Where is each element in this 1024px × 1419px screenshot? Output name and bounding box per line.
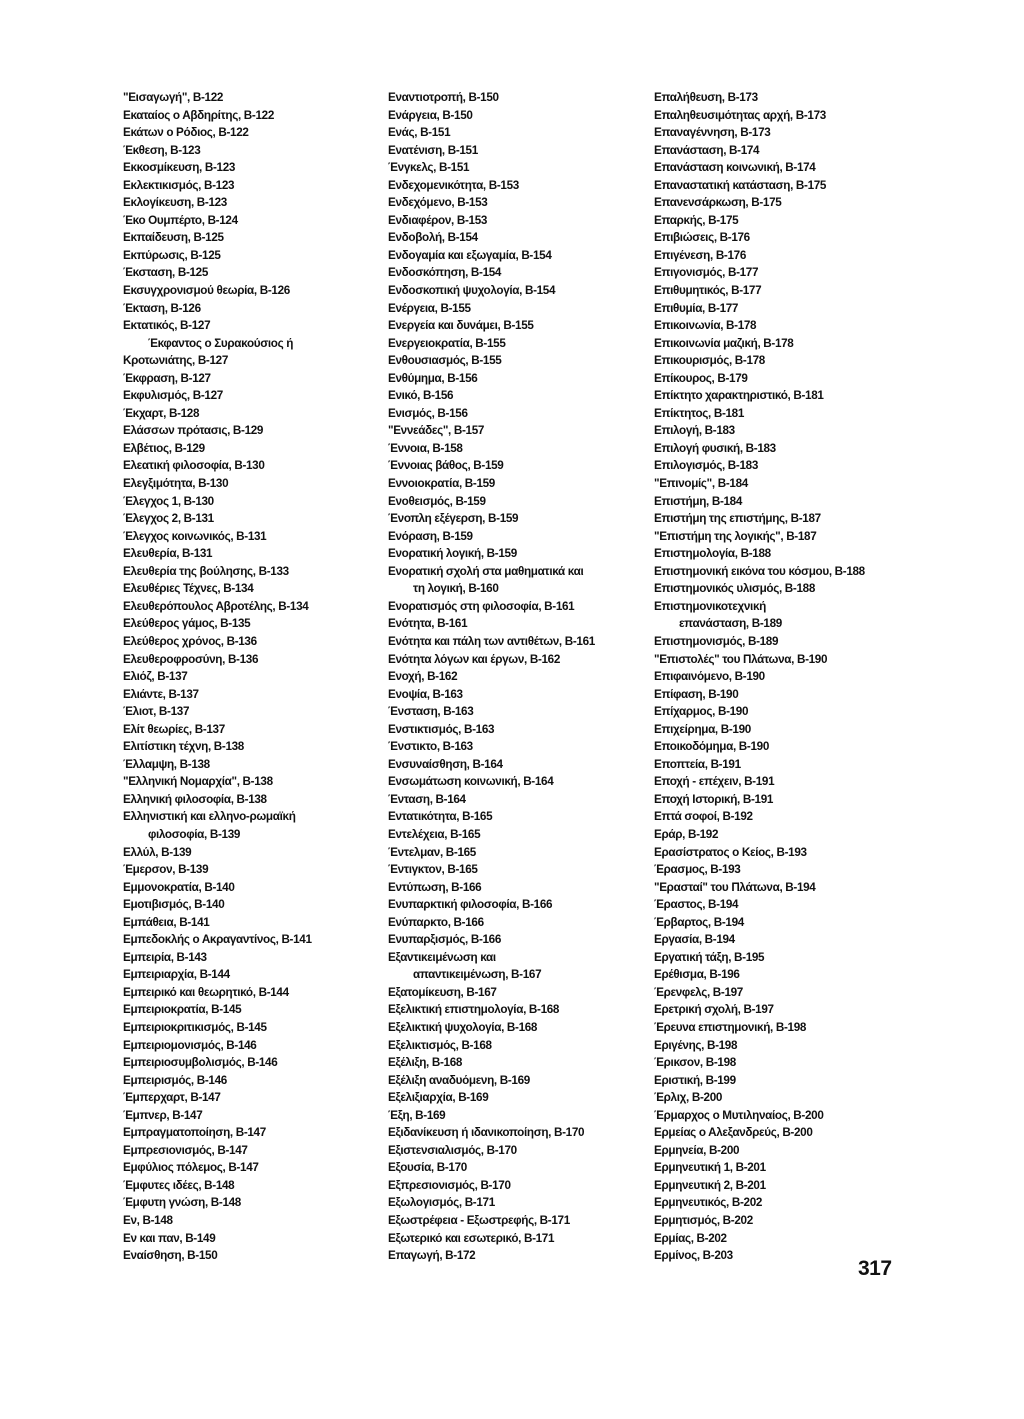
index-entry: Ελιόζ, Β-137 (123, 669, 188, 684)
index-entry: Ερμηνευτικός, Β-202 (654, 1195, 763, 1210)
index-entry: Εξελικτική ψυχολογία, Β-168 (388, 1019, 538, 1034)
index-entry: Εμπάθεια, Β-141 (123, 914, 210, 929)
index-entry: φιλοσοφία, Β-139 (147, 826, 241, 841)
index-entry: "Ελληνική Νομαρχία", Β-138 (123, 774, 273, 789)
index-entry: Επιλογή φυσική, Β-183 (654, 440, 776, 455)
index-entry: Εκλογίκευση, Β-123 (123, 195, 227, 210)
index-entry: Έρλιχ, Β-200 (654, 1090, 723, 1105)
index-entry: Ενεργειοκρατία, Β-155 (388, 335, 506, 350)
index-entry: Επιστήμη της επιστήμης, Β-187 (654, 511, 821, 526)
index-entry: Εράρ, Β-192 (654, 826, 719, 841)
index-column-2 (388, 89, 640, 1265)
index-entry: Ενάς, Β-151 (388, 125, 451, 140)
index-entry: Ενότητα λόγων και έργων, Β-162 (388, 651, 561, 666)
index-entry: Επιβιώσεις, Β-176 (654, 230, 750, 245)
index-entry: Επικουρισμός, Β-178 (654, 353, 765, 368)
index-entry: Ενικό, Β-156 (388, 388, 454, 403)
index-entry: Έραστος, Β-194 (654, 897, 739, 912)
index-entry: Ενότητα και πάλη των αντιθέτων, Β-161 (388, 633, 595, 648)
index-column-1 (123, 89, 375, 1265)
index-entry: Ελεύθερος χρόνος, Β-136 (123, 633, 257, 648)
index-entry: Ενδοβολή, Β-154 (388, 230, 478, 245)
index-entry: Έρενφελς, Β-197 (654, 984, 743, 999)
index-entry: Εκκοσμίκευση, Β-123 (123, 160, 236, 175)
index-entry: Έκθεση, Β-123 (123, 142, 201, 157)
index-entry: Εμπρεσιονισμός, Β-147 (123, 1142, 248, 1157)
index-entry: Ερετρική σχολή, Β-197 (654, 1002, 774, 1017)
index-entry: Εμοτιβισμός, Β-140 (123, 897, 225, 912)
index-entry: Εκλεκτικισμός, Β-123 (123, 177, 235, 192)
index-entry: Επιστημονική εικόνα του κόσμου, Β-188 (654, 563, 865, 578)
index-entry: Εξέλιξη αναδυόμενη, Β-169 (388, 1072, 530, 1087)
index-entry: Επίφαση, Β-190 (654, 686, 739, 701)
index-entry: Ενθύμημα, Β-156 (388, 370, 478, 385)
index-entry: Ερμηνευτική 1, Β-201 (654, 1160, 766, 1175)
index-entry: Ένταση, Β-164 (388, 791, 466, 806)
index-entry: Επαλήθευση, Β-173 (654, 90, 758, 104)
index-entry: Ενδοσκόπηση, Β-154 (388, 265, 502, 280)
index-entry: Έλεγχος κοινωνικός, Β-131 (123, 528, 267, 543)
index-entry: Εργατική τάξη, Β-195 (654, 949, 765, 964)
index-entry: Εμπειρισμός, Β-146 (123, 1072, 227, 1087)
index-entry: επανάσταση, Β-189 (678, 616, 782, 631)
index-entry: Έρβαρτος, Β-194 (654, 914, 744, 929)
index-entry: Έντελμαν, Β-165 (388, 844, 476, 859)
index-entry: Ενυπαρξισμός, Β-166 (388, 932, 502, 947)
index-entry: "Εισαγωγή", Β-122 (123, 90, 224, 104)
index-entry: "Επινομίς", Β-184 (654, 476, 748, 491)
index-entry: Ενδεχόμενο, Β-153 (388, 195, 488, 210)
index-entry: Ένστικτο, Β-163 (388, 739, 473, 754)
index-entry: Επίκτητο χαρακτηριστικό, Β-181 (654, 388, 824, 403)
index-entry: Εν και παν, Β-149 (123, 1230, 216, 1245)
index-entry: Ερμίνος, Β-203 (654, 1248, 733, 1263)
index-entry: Εριστική, Β-199 (654, 1072, 736, 1087)
index-entry: Εμπειριαρχία, Β-144 (123, 967, 230, 982)
index-entry: Έκο Ουμπέρτο, Β-124 (123, 212, 238, 227)
index-entry: Επαγωγή, Β-172 (388, 1248, 476, 1263)
index-entry: "Ερασταί" του Πλάτωνα, Β-194 (654, 879, 816, 894)
index-entry: Ενδοσκοπική ψυχολογία, Β-154 (388, 283, 556, 298)
index-entry: Εναντιοτροπή, Β-150 (388, 90, 499, 104)
index-entry: Επιγονισμός, Β-177 (654, 265, 759, 280)
index-entry: Έκφραση, Β-127 (123, 370, 211, 385)
index-entry: Ελληνιστική και ελληνο-ρωμαϊκή (123, 809, 296, 824)
index-entry: Ενεργεία και δυνάμει, Β-155 (388, 318, 534, 333)
index-entry: Εμμονοκρατία, Β-140 (123, 879, 235, 894)
index-entry: Ερμηνεία, Β-200 (654, 1142, 740, 1157)
index-entry: Ενορατική λογική, Β-159 (388, 546, 517, 561)
index-entry: Ελευθερόπουλος Αβροτέλης, Β-134 (123, 598, 309, 613)
index-entry: Έμπνερ, Β-147 (123, 1107, 203, 1122)
index-entry: Επανάσταση, Β-174 (654, 142, 760, 157)
index-entry: Ελεγξιμότητα, Β-130 (123, 476, 229, 491)
index-entry: Ερμίας, Β-202 (654, 1230, 727, 1245)
index-entry: Ελάσσων πρότασις, Β-129 (123, 423, 264, 438)
index-entry: Εξωτερικό και εσωτερικό, Β-171 (388, 1230, 555, 1245)
index-entry: Έννοια, Β-158 (388, 440, 463, 455)
index-entry: Εμπραγματοποίηση, Β-147 (123, 1125, 266, 1140)
index-entry: Επαληθευσιμότητας αρχή, Β-173 (654, 107, 826, 122)
index-entry: Έλιοτ, Β-137 (123, 704, 190, 719)
index-entry: Ενυπαρκτική φιλοσοφία, Β-166 (388, 897, 553, 912)
index-entry: Ενδιαφέρον, Β-153 (388, 212, 488, 227)
index-entry: Ένοπλη εξέγερση, Β-159 (388, 511, 519, 526)
index-entry: Ενισμός, Β-156 (388, 405, 468, 420)
index-entry: Ενθουσιασμός, Β-155 (388, 353, 502, 368)
index-entry: Εντατικότητα, Β-165 (388, 809, 493, 824)
index-entry: "Επιστολές" του Πλάτωνα, Β-190 (654, 651, 828, 666)
index-entry: Ενδογαμία και εξωγαμία, Β-154 (388, 247, 552, 262)
index-entry: Έμπερχαρτ, Β-147 (123, 1090, 221, 1105)
index-entry: Εποικοδόμημα, Β-190 (654, 739, 770, 754)
index-entry: Επιστημονικός υλισμός, Β-188 (654, 581, 815, 596)
index-entry: Επιλογισμός, Β-183 (654, 458, 758, 473)
index-entry: Ενοψία, Β-163 (388, 686, 463, 701)
index-entry: Επίκτητος, Β-181 (654, 405, 745, 420)
index-entry: "Εννεάδες", Β-157 (388, 423, 485, 438)
index-entry: "Επιστήμη της λογικής", Β-187 (654, 528, 817, 543)
index-entry: Ελίτ θεωρίες, Β-137 (123, 721, 225, 736)
index-entry: Ενοθεισμός, Β-159 (388, 493, 486, 508)
index-entry: Εκφυλισμός, Β-127 (123, 388, 223, 403)
index-entry: Εκπαίδευση, Β-125 (123, 230, 224, 245)
index-entry: Επτά σοφοί, Β-192 (654, 809, 753, 824)
index-entry: Ένγκελς, Β-151 (388, 160, 470, 175)
index-entry: τη λογική, Β-160 (412, 581, 499, 596)
index-entry: Ενότητα, Β-161 (388, 616, 468, 631)
page-number: 317 (858, 1257, 892, 1280)
index-entry: Εμφύλιος πόλεμος, Β-147 (123, 1160, 259, 1175)
index-entry: Εξατομίκευση, Β-167 (388, 984, 497, 999)
index-entry: Εμπεδοκλής ο Ακραγαντίνος, Β-141 (123, 932, 312, 947)
index-entry: Εξελιξιαρχία, Β-169 (388, 1090, 489, 1105)
index-entry: Επιστημολογία, Β-188 (654, 546, 771, 561)
index-entry: Ενάργεια, Β-150 (388, 107, 473, 122)
index-entry: Ενδεχομενικότητα, Β-153 (388, 177, 519, 192)
index-entry: Ερμείας ο Αλεξανδρεύς, Β-200 (654, 1125, 813, 1140)
index-entry: Ερμητισμός, Β-202 (654, 1213, 753, 1227)
index-entry: Έρευνα επιστημονική, Β-198 (654, 1019, 807, 1034)
index-entry: Ελευθέριες Τέχνες, Β-134 (123, 581, 254, 596)
index-entry: Εναίσθηση, Β-150 (123, 1248, 218, 1263)
index-entry: Εξελικτική επιστημολογία, Β-168 (388, 1002, 560, 1017)
index-entry: Επιθυμητικός, Β-177 (654, 283, 762, 298)
index-entry: Επιστήμη, Β-184 (654, 493, 743, 508)
index-entry: Ενορατική σχολή στα μαθηματικά και (388, 563, 584, 578)
index-entry: Ελβέτιος, Β-129 (123, 440, 205, 455)
index-entry: Επιλογή, Β-183 (654, 423, 735, 438)
index-entry: Εμπειρικό και θεωρητικό, Β-144 (123, 984, 289, 999)
index-entry: Επίκουρος, Β-179 (654, 370, 748, 385)
index-entry: Εποχή - επέχειν, Β-191 (654, 774, 775, 789)
index-entry: Έμφυτη γνώση, Β-148 (123, 1195, 241, 1210)
index-entry: Εξιστενσιαλισμός, Β-170 (388, 1142, 517, 1157)
index-entry: Ενόραση, Β-159 (388, 528, 473, 543)
index-entry: Επιχείρημα, Β-190 (654, 721, 751, 736)
index-entry: Ενσωμάτωση κοινωνική, Β-164 (388, 774, 554, 789)
index-entry: Εμπειρία, Β-143 (123, 949, 207, 964)
index-entry: Ερμηνευτική 2, Β-201 (654, 1177, 766, 1192)
index-entry: Έρικσον, Β-198 (654, 1055, 736, 1070)
index-entry: Επικοινωνία, Β-178 (654, 318, 757, 333)
index-entry: Επανάσταση κοινωνική, Β-174 (654, 160, 816, 175)
index-entry: Εννοιοκρατία, Β-159 (388, 476, 495, 491)
index-entry: Έλεγχος 2, Β-131 (123, 511, 214, 526)
index-entry: Ελιτίστικη τέχνη, Β-138 (123, 739, 244, 754)
index-entry: Εκάτων ο Ρόδιος, Β-122 (123, 125, 249, 140)
index-entry: Εξπρεσιονισμός, Β-170 (388, 1177, 511, 1192)
index-entry: Ενστικτισμός, Β-163 (388, 721, 495, 736)
index-entry: Ερασίστρατος ο Κείος, Β-193 (654, 844, 807, 859)
index-entry: Επανενσάρκωση, Β-175 (654, 195, 782, 210)
index-entry: Επιθυμία, Β-177 (654, 300, 739, 315)
index-entry: Εποχή Ιστορική, Β-191 (654, 791, 774, 806)
index-entry: Έκχαρτ, Β-128 (123, 405, 200, 420)
index-entry: Έκσταση, Β-125 (123, 265, 209, 280)
index-entry: Εξαντικειμένωση και (388, 949, 496, 964)
index-entry: Ενατένιση, Β-151 (388, 142, 478, 157)
index-entry: Επιφαινόμενο, Β-190 (654, 669, 765, 684)
index-entry: Εξωστρέφεια - Εξωστρεφής, Β-171 (388, 1213, 570, 1227)
index-entry: Εξιδανίκευση ή ιδανικοποίηση, Β-170 (388, 1125, 585, 1140)
index-entry: Εκσυγχρονισμού θεωρία, Β-126 (123, 283, 290, 298)
index-entry: Έκταση, Β-126 (123, 300, 201, 315)
index-entry: Εν, Β-148 (123, 1213, 173, 1227)
index-column-3 (654, 89, 904, 1265)
index-entry: Ελευθεροφροσύνη, Β-136 (123, 651, 259, 666)
index-entry: Εριγένης, Β-198 (654, 1037, 738, 1052)
index-entry: Εξελικτισμός, Β-168 (388, 1037, 492, 1052)
index-entry: Ελλύλ, Β-139 (123, 844, 192, 859)
index-entry: Εξέλιξη, Β-168 (388, 1055, 463, 1070)
index-entry: Ένσταση, Β-163 (388, 704, 474, 719)
index-entry: Εμπειριομονισμός, Β-146 (123, 1037, 257, 1052)
index-entry: Έρασμος, Β-193 (654, 862, 741, 877)
index-entry: Εκαταίος ο Αβδηρίτης, Β-122 (123, 107, 274, 122)
index-entry: Επαναστατική κατάσταση, Β-175 (654, 177, 827, 192)
index-entry: Επίχαρμος, Β-190 (654, 704, 749, 719)
index-entry: Εντύπωση, Β-166 (388, 879, 482, 894)
index-entry: Έλεγχος 1, Β-130 (123, 493, 214, 508)
index-entry: Κροτωνιάτης, Β-127 (123, 353, 229, 368)
index-entry: Ενσυναίσθηση, Β-164 (388, 756, 503, 771)
index-entry: Επαναγέννηση, Β-173 (654, 125, 771, 140)
index-entry: απαντικειμένωση, Β-167 (412, 967, 542, 982)
index-entry: Εμπειριοκρατία, Β-145 (123, 1002, 242, 1017)
index-entry: Έμερσον, Β-139 (123, 862, 209, 877)
index-entry: Έννοιας βάθος, Β-159 (388, 458, 504, 473)
index-entry: Ελευθερία, Β-131 (123, 546, 213, 561)
index-entry: Εκτατικός, Β-127 (123, 318, 211, 333)
index-entry: Ελιάντε, Β-137 (123, 686, 199, 701)
index-entry: Ενύπαρκτο, Β-166 (388, 914, 484, 929)
index-entry: Ελεατική φιλοσοφία, Β-130 (123, 458, 265, 473)
index-entry: Επιγένεση, Β-176 (654, 247, 747, 262)
index-entry: Εμπειριοκριτικισμός, Β-145 (123, 1019, 267, 1034)
index-entry: Εκπύρωσις, Β-125 (123, 247, 221, 262)
index-entry: Εργασία, Β-194 (654, 932, 735, 947)
index-entry: Εξουσία, Β-170 (388, 1160, 467, 1175)
index-entry: Επικοινωνία μαζική, Β-178 (654, 335, 794, 350)
index-entry: Εμπειριοσυμβολισμός, Β-146 (123, 1055, 278, 1070)
index-entry: Ενοχή, Β-162 (388, 669, 458, 684)
index-entry: Επαρκής, Β-175 (654, 212, 739, 227)
index-entry: Επιστημονικοτεχνική (654, 598, 766, 613)
index-entry: Επιστημονισμός, Β-189 (654, 633, 779, 648)
index-entry: Ενορατισμός στη φιλοσοφία, Β-161 (388, 598, 575, 613)
index-entry: Ελευθερία της βούλησης, Β-133 (123, 563, 289, 578)
index-entry: Έξη, Β-169 (388, 1107, 446, 1122)
index-entry: Ερέθισμα, Β-196 (654, 967, 740, 982)
index-entry: Έμφυτες ιδέες, Β-148 (123, 1177, 235, 1192)
index-entry: Εποπτεία, Β-191 (654, 756, 741, 771)
index-entry: Εντελέχεια, Β-165 (388, 826, 481, 841)
index-entry: Έλλαμψη, Β-138 (123, 756, 210, 771)
index-entry: Έκφαντος ο Συρακούσιος ή (147, 335, 294, 350)
index-entry: Ενέργεια, Β-155 (388, 300, 471, 315)
index-entry: Ελληνική φιλοσοφία, Β-138 (123, 791, 267, 806)
index-entry: Έντιγκτον, Β-165 (388, 862, 478, 877)
index-entry: Εξωλογισμός, Β-171 (388, 1195, 495, 1210)
index-entry: Έρμαρχος ο Μυτιληναίος, Β-200 (654, 1107, 824, 1122)
index-entry: Ελεύθερος γάμος, Β-135 (123, 616, 251, 631)
